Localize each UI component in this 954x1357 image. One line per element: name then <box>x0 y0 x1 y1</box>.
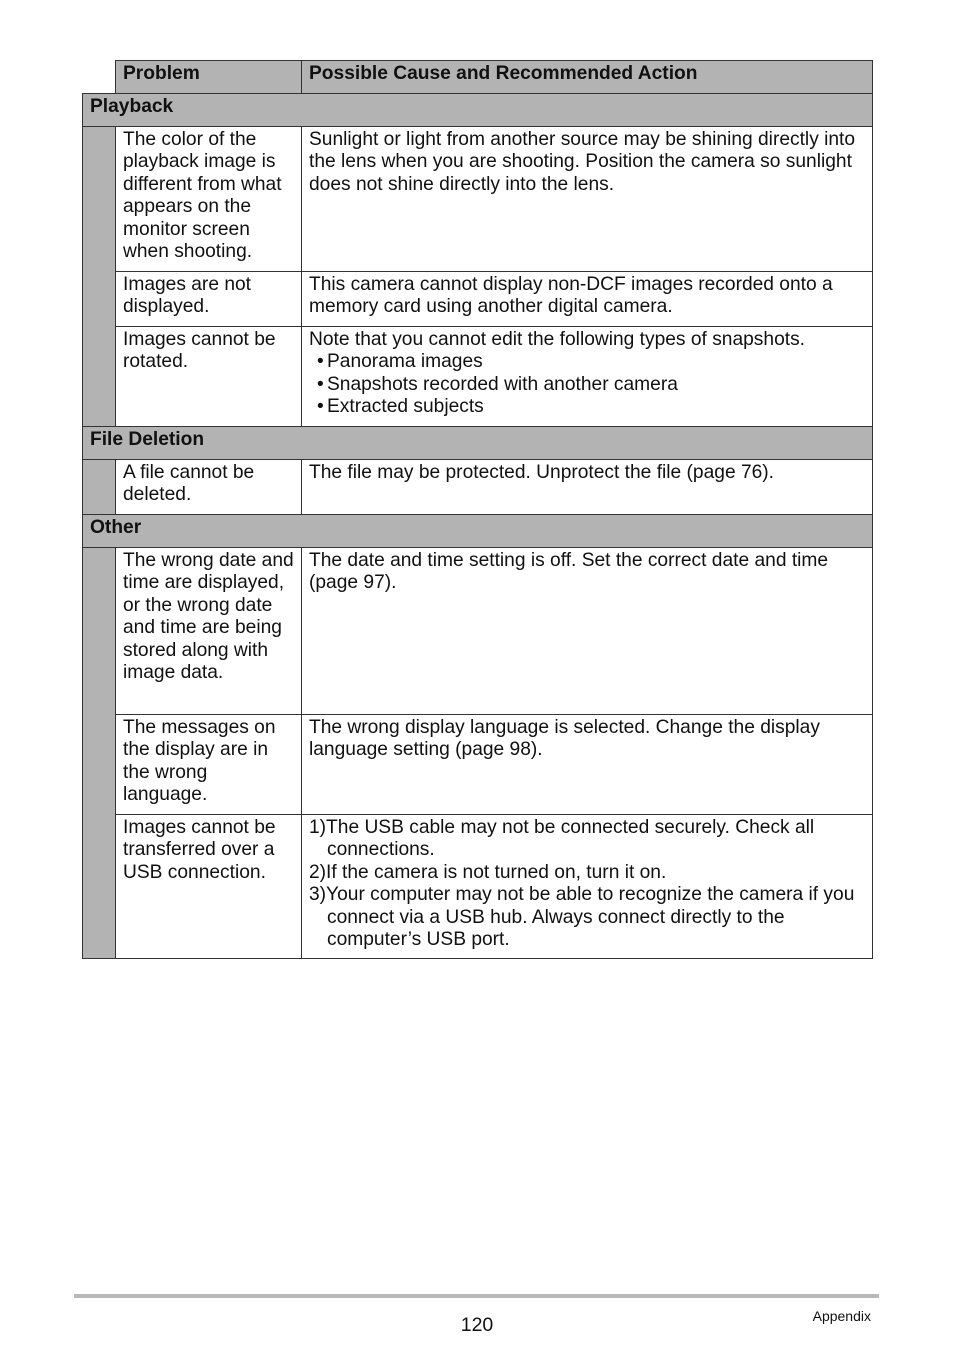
section-title: Other <box>83 515 873 548</box>
troubleshooting-table <box>82 60 873 959</box>
table-row <box>83 327 873 427</box>
table-row <box>83 460 873 515</box>
header-corner <box>83 61 116 94</box>
bullet-item: • Snapshots recorded with another camera <box>309 374 865 396</box>
section-gutter <box>83 548 116 959</box>
cause-cell: The file may be protected. Unprotect the file (page 76). <box>302 460 873 515</box>
section-header-other <box>83 515 873 548</box>
numbered-item: 3)Your computer may not be able to recognize the camera if you connect via a USB hub. Always connect directly to the computer’s USB port. <box>309 884 855 951</box>
table-row <box>83 815 873 959</box>
section-gutter <box>83 127 116 427</box>
footer-section-label: Appendix <box>812 1308 871 1324</box>
problem-cell: Images cannot be transferred over a USB connection. <box>116 815 302 959</box>
table-header-row <box>83 61 873 94</box>
cause-cell <box>302 327 873 427</box>
section-title: Playback <box>83 94 873 127</box>
section-header-playback <box>83 94 873 127</box>
problem-cell: The messages on the display are in the wrong language. <box>116 715 302 815</box>
cause-cell: The wrong display language is selected. Change the display language setting (page 98). <box>302 715 873 815</box>
section-title: File Deletion <box>83 427 873 460</box>
bullet-item: • Panorama images <box>309 351 865 373</box>
problem-cell: Images cannot be rotated. <box>116 327 302 427</box>
cause-cell: Sunlight or light from another source may be shining directly into the lens when you are shooting. Position the camera so sunlight does not shine directly into the lens. <box>302 127 873 272</box>
numbered-list <box>309 817 865 951</box>
header-cause: Possible Cause and Recommended Action <box>302 61 873 94</box>
table-row <box>83 272 873 327</box>
footer-divider <box>74 1294 879 1298</box>
cause-cell: This camera cannot display non-DCF images recorded onto a memory card using another digital camera. <box>302 272 873 327</box>
header-problem: Problem <box>116 61 302 94</box>
cause-intro: Note that you cannot edit the following types of snapshots. <box>309 329 805 350</box>
numbered-item: 1)The USB cable may not be connected securely. Check all connections. <box>309 817 815 861</box>
section-gutter <box>83 460 116 515</box>
table-row <box>83 715 873 815</box>
bullet-list <box>309 351 865 418</box>
problem-cell: The color of the playback image is different from what appears on the monitor screen when shooting. <box>116 127 302 272</box>
problem-cell: A file cannot be deleted. <box>116 460 302 515</box>
cause-cell <box>302 815 873 959</box>
page-number: 120 <box>460 1314 494 1336</box>
problem-cell: Images are not displayed. <box>116 272 302 327</box>
cause-cell: The date and time setting is off. Set the correct date and time (page 97). <box>302 548 873 715</box>
bullet-item: • Extracted subjects <box>309 396 865 418</box>
problem-cell: The wrong date and time are displayed, or the wrong date and time are being stored along with image data. <box>116 548 302 715</box>
table-row <box>83 548 873 715</box>
numbered-item: 2)If the camera is not turned on, turn it on. <box>309 861 667 883</box>
section-header-file-deletion <box>83 427 873 460</box>
table-row <box>83 127 873 272</box>
